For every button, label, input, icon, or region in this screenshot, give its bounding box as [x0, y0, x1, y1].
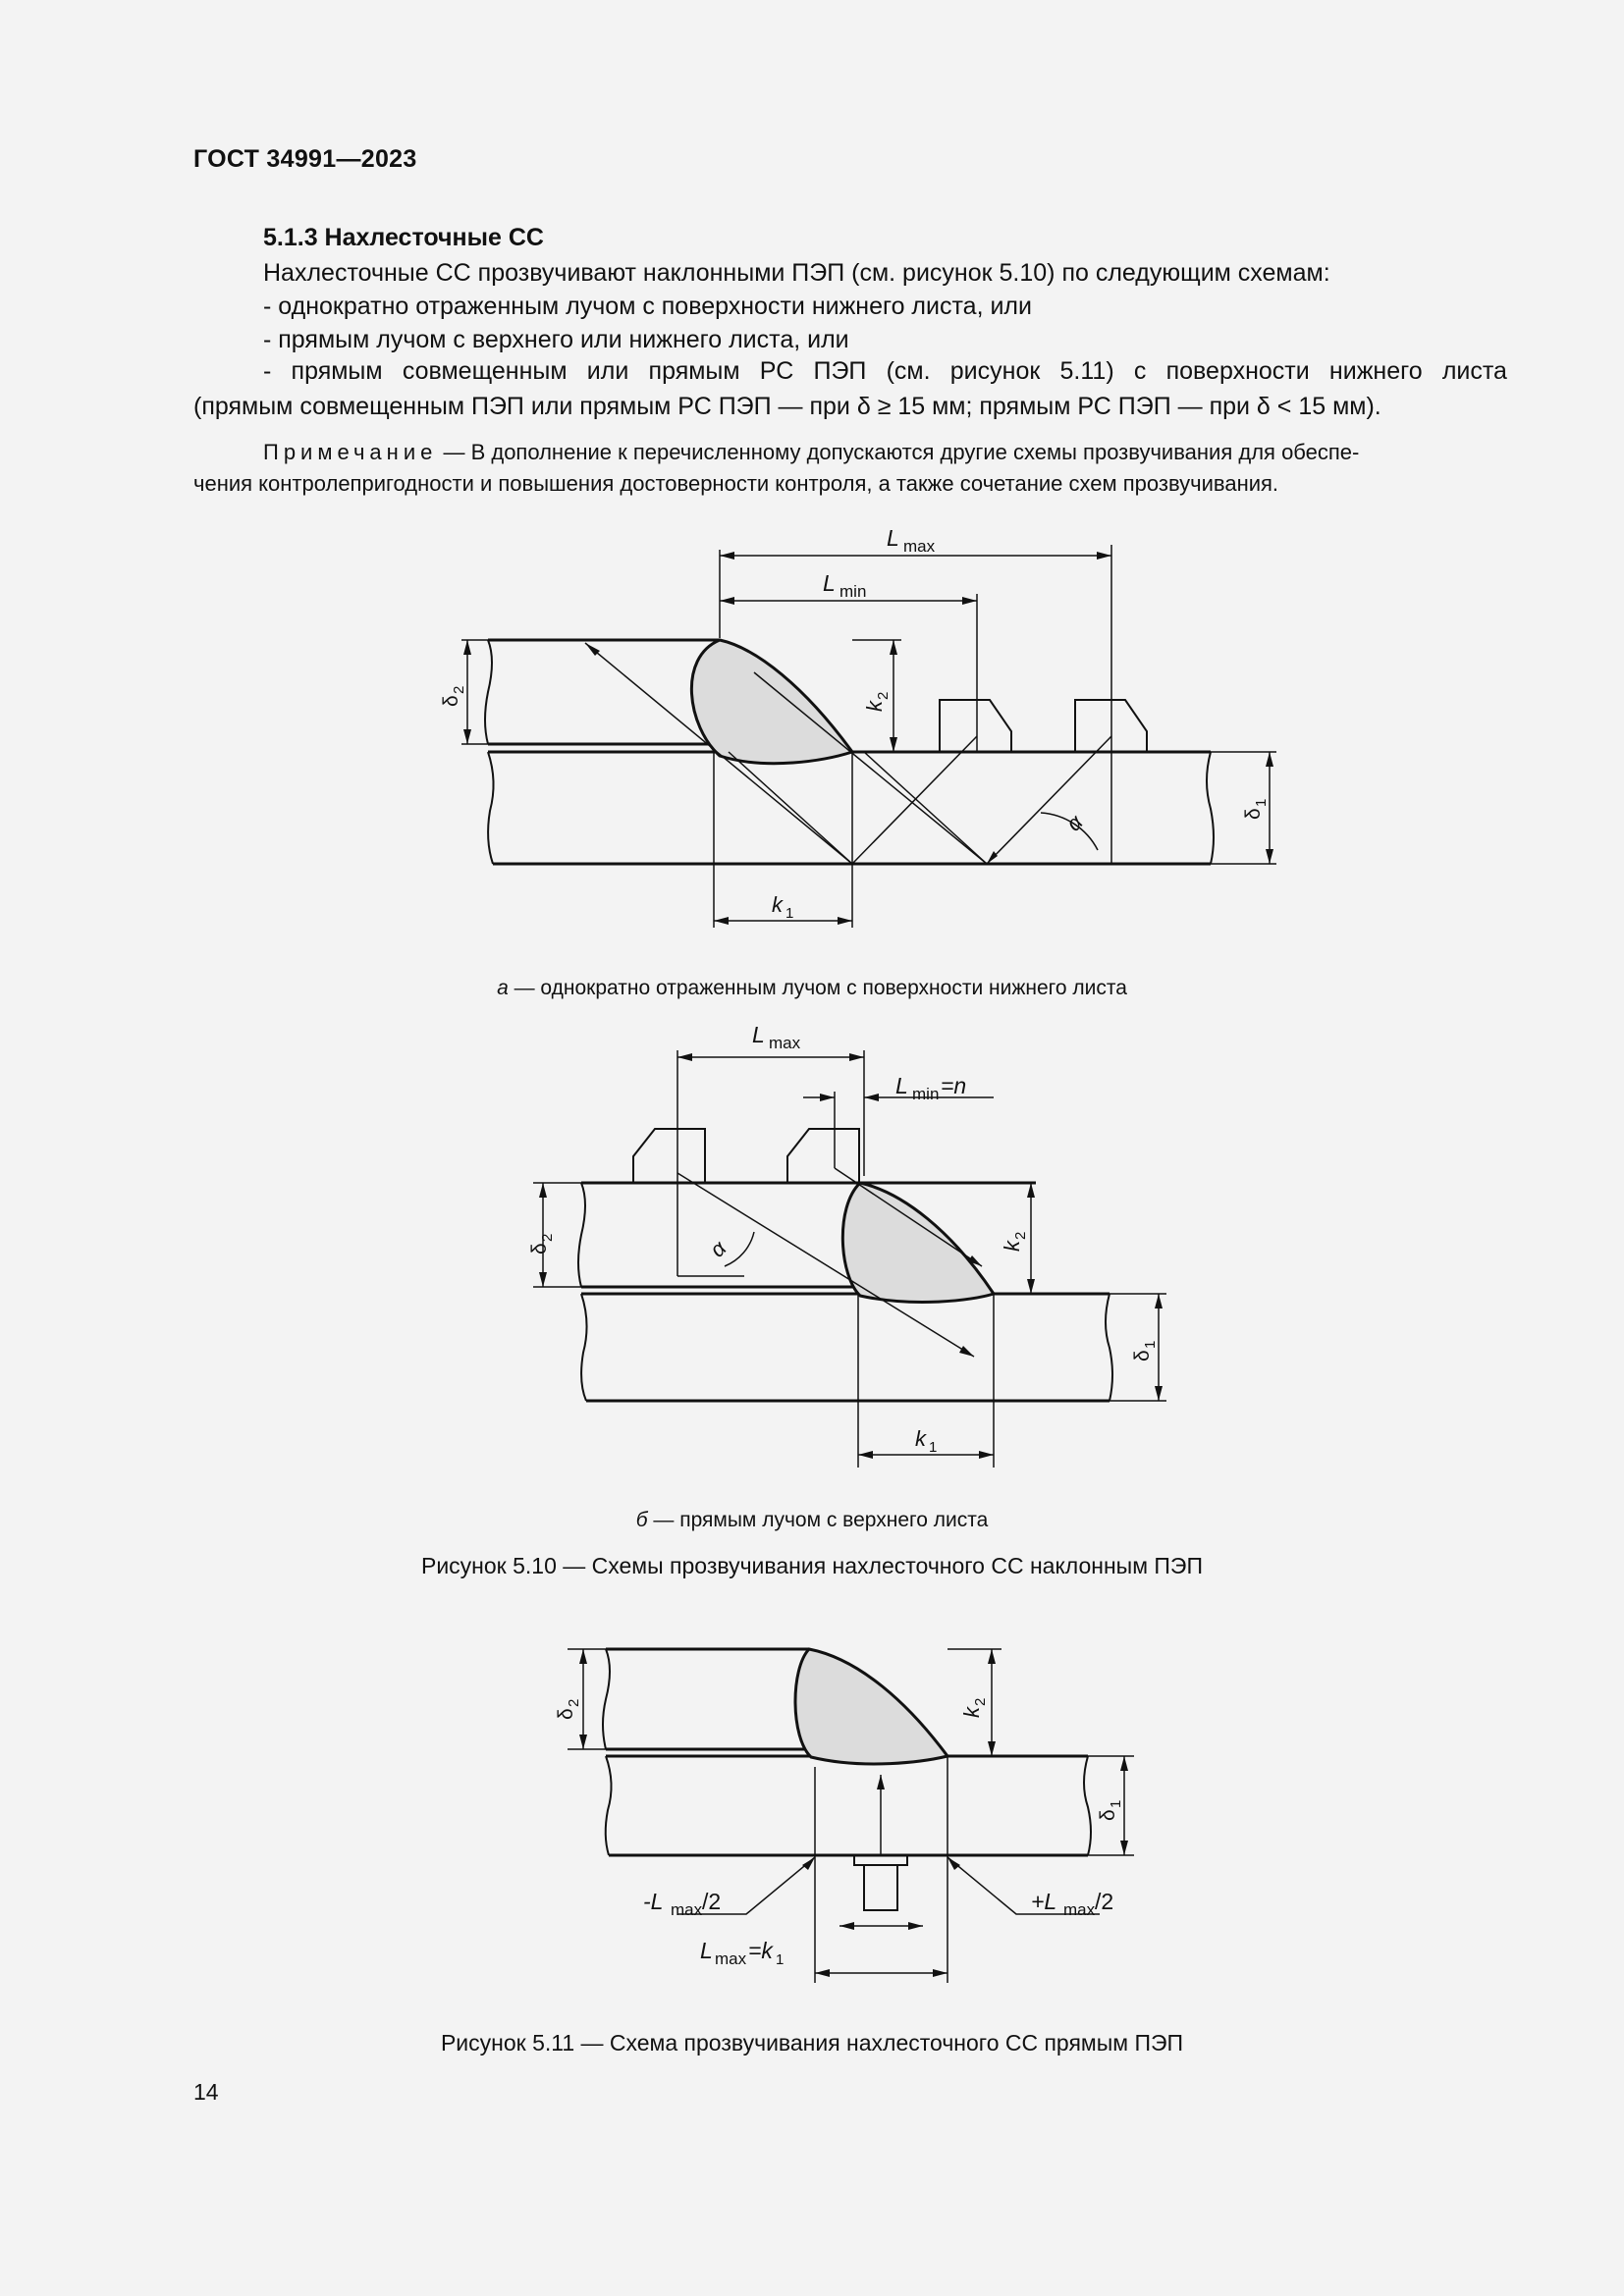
justified-word: поверхности [1165, 357, 1310, 385]
fig-a-delta1: δ [1242, 808, 1265, 820]
fig-a-alpha: α [1060, 809, 1088, 836]
fig-a-k2: k [862, 701, 887, 712]
fig511-delta2: δ [555, 1708, 577, 1720]
fig-b-lmin-sub: min [912, 1085, 940, 1103]
justified-word: ПЭП [813, 357, 867, 385]
note-line2: чения контролепригодности и повышения достоверности контроля, а также сочетание схем прозвучивания. [193, 471, 1279, 496]
figure-510-title: Рисунок 5.10 — Схемы прозвучивания нахлесточного СС наклонным ПЭП [420, 1553, 1203, 1578]
fig-a-lmax-L: L [887, 525, 899, 551]
figure-511-title: Рисунок 5.11 — Схема прозвучивания нахлесточного СС прямым ПЭП [440, 2030, 1184, 2056]
fig-b-k1-sub: 1 [929, 1439, 938, 1456]
fig511-delta1: δ [1097, 1809, 1119, 1821]
justified-word: прямым [648, 357, 740, 385]
justified-word: или [586, 357, 629, 385]
fig-a-k1: k [772, 892, 783, 917]
fig-b-lmin-L: L [895, 1073, 908, 1098]
fig511-lmax-L: L [700, 1938, 713, 1963]
fig511-plus-sub: max [1063, 1900, 1096, 1919]
fig-b-k2: k [1000, 1241, 1024, 1252]
fig511-k2: k [959, 1707, 984, 1718]
note-line1: — В дополнение к перечисленному допускаются другие схемы прозвучивания для обеспе- [437, 440, 1360, 464]
fig511-minus-L: -L [643, 1889, 664, 1914]
caption-letter: а [497, 977, 509, 999]
fig511-plus-half: /2 [1095, 1889, 1114, 1914]
fig-b-lmax-L: L [752, 1022, 765, 1047]
fig511-lmax-eq: =k [748, 1938, 773, 1963]
document-header: ГОСТ 34991—2023 [193, 145, 417, 173]
fig-b-delta2: δ [528, 1243, 551, 1255]
justified-word: рисунок [949, 357, 1041, 385]
fig-a-delta2: δ [440, 695, 462, 707]
fig511-minus-half: /2 [702, 1889, 722, 1914]
fig511-delta2-sub: 2 [566, 1698, 582, 1707]
justified-word: листа [1441, 357, 1507, 385]
caption-letter: б [635, 1509, 648, 1531]
caption-text: — прямым лучом с верхнего листа [647, 1509, 989, 1531]
fig-a-lmin-sub: min [839, 582, 867, 601]
fig-b-delta1-sub: 1 [1142, 1340, 1159, 1349]
justified-word: (см. [886, 357, 931, 385]
list-item: - прямым лучом с верхнего или нижнего листа, или [263, 326, 849, 353]
fig511-minus-sub: max [671, 1900, 703, 1919]
fig511-k2-sub: 2 [972, 1697, 989, 1706]
fig-a-lmax-sub: max [903, 537, 936, 556]
fig-a-delta2-sub: 2 [451, 685, 467, 694]
fig-a-k2-sub: 2 [875, 691, 892, 700]
justified-word: 5.11) [1059, 357, 1114, 385]
fig-a-k1-sub: 1 [785, 905, 794, 922]
fig511-lmax-sub: max [715, 1949, 747, 1968]
justified-word: совмещенным [402, 357, 568, 385]
list-item: - однократно отраженным лучом с поверхности нижнего листа, или [263, 293, 1032, 320]
fig511-k1-sub: 1 [776, 1951, 785, 1968]
justified-word: РС [759, 357, 794, 385]
fig-b-delta2-sub: 2 [539, 1233, 556, 1242]
fig-b-delta1: δ [1131, 1350, 1154, 1362]
section-title: 5.1.3 Нахлесточные СС [263, 224, 544, 251]
note-lead: Примечание [263, 440, 438, 464]
list-item-continuation: (прямым совмещенным ПЭП или прямым РС ПЭП — при δ ≥ 15 мм; прямым РС ПЭП — при δ < 15 мм). [193, 393, 1381, 420]
fig-b-k2-sub: 2 [1012, 1231, 1029, 1240]
fig-b-k1: k [915, 1426, 926, 1451]
caption-text: — однократно отраженным лучом с поверхности нижнего листа [508, 977, 1127, 999]
justified-word: прямым [291, 357, 383, 385]
justified-word: с [1133, 357, 1147, 385]
fig-a-lmin-L: L [823, 570, 836, 596]
justified-word: - [263, 357, 272, 385]
fig-b-lmax-sub: max [769, 1034, 801, 1052]
fig-b-lmin-eq: =n [941, 1073, 967, 1098]
fig-a-delta1-sub: 1 [1253, 798, 1270, 807]
fig511-delta1-sub: 1 [1108, 1799, 1124, 1808]
fig-b-alpha: α [704, 1235, 731, 1262]
page-number: 14 [193, 2079, 219, 2105]
section-intro: Нахлесточные СС прозвучивают наклонными ПЭП (см. рисунок 5.10) по следующим схемам: [263, 259, 1330, 287]
justified-word: нижнего [1328, 357, 1423, 385]
fig511-plus-L: +L [1031, 1889, 1057, 1914]
